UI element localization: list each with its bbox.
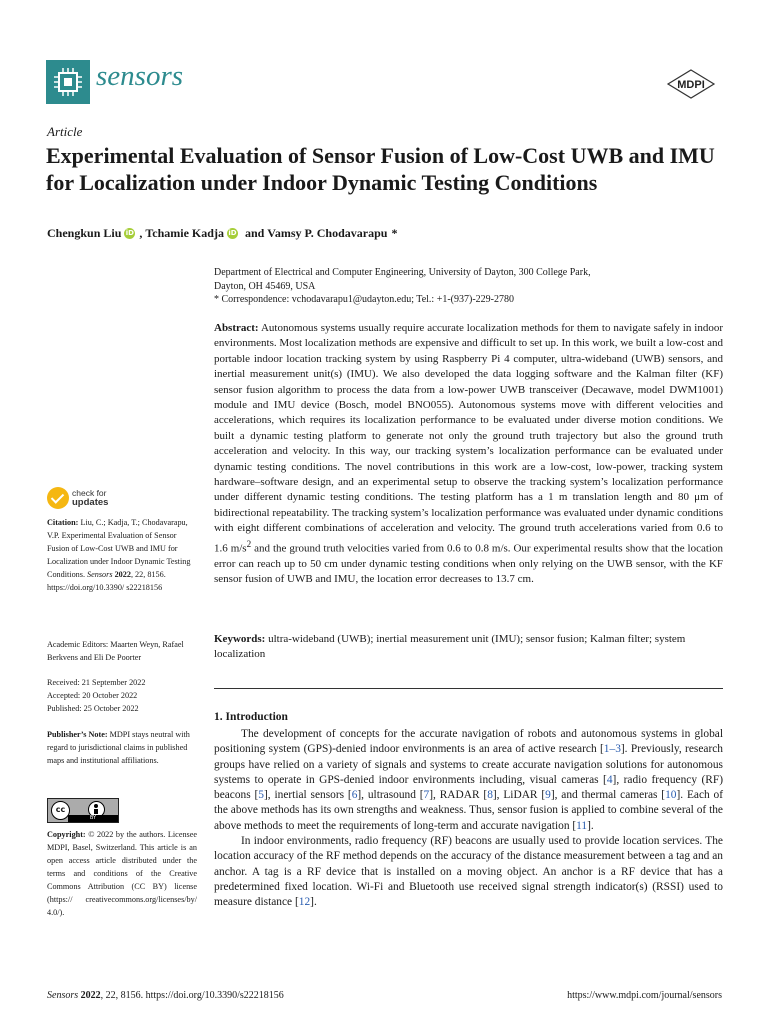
text: ]. Each of the above methods has its own strengths and weakness. Thus, sensor fusion is applied to combine several of the above methods to meet the requirements of long-term and accurate navigation [ <box>214 789 724 832</box>
text: ], ultrasound [ <box>357 789 424 802</box>
check-label: check for <box>72 488 107 498</box>
cc-icon: cc <box>51 801 70 820</box>
paragraph <box>214 834 723 910</box>
checkmark-icon <box>47 487 69 509</box>
footer-journal-url[interactable]: https://www.mdpi.com/journal/sensors <box>567 990 722 1001</box>
citation-block <box>47 516 197 594</box>
abstract-superscript: 2 <box>246 538 252 549</box>
author-name[interactable]: Vamsy P. Chodavarapu <box>267 226 388 240</box>
citation-label: Citation: <box>47 518 79 527</box>
publisher-note <box>47 728 197 767</box>
correspondence: * Correspondence: vchodavarapu1@udayton.edu; Tel.: +1-(937)-229-2780 <box>214 294 514 305</box>
citation-year: 2022 <box>112 570 131 579</box>
text: In indoor environments, radio frequency (RF) beacons are usually used to provide location services. The location accuracy of the RF method depends on the accuracy of the distance measurement between a tag and an anchor. A tag is a RF device that is installed on a moving object. An anchor is a RF device that has a predetermined fixed location. Wi-Fi and Bluetooth use received signal strength indicator(s) (RSSI) used to measure distance [ <box>214 835 723 909</box>
journal-name[interactable]: sensors <box>96 60 184 92</box>
abstract-text: Autonomous systems usually require accurate localization methods for them to navigate safely in indoor environments. Most localization methods are expensive and difficult to set up. In this work, we built a low-cost and portable indoor location tracking system by using Raspberry Pi 4 computer, ultra-wideband (UWB) sensors, and inertial measurement unit(s) (IMU). We also developed the data logging software and the Kalman filter (KF) sensor fusion algorithm to process the data from a low-power UWB transceiver (Decawave, model DWM1001) module and IMU device (Bosch, model BNO055). Autonomous systems move with different velocities and accelerations, which requires its localization performance to be evaluated under diverse motion conditions. We built a dynamic testing platform to generate not only the ground truth trajectory but also the ground truth acceleration and velocity. In this way, our tracking system’s localization performance can be evaluated under dynamic testing conditions. The novel contributions in this work are a low-cost, low-power, tracking system hardware–software design, and an experimental setup to observe the tracking system’s localization performance under different dynamic testing conditions. The testing platform has a 1 m translation length and 80 μm of bidirectional repeatability. The tracking system’s localization performance was evaluated under dynamic conditions with eight different combinations of acceleration and velocity. The ground truth accelerations varied from 0.6 to 1.6 m/s <box>214 322 723 555</box>
author-name[interactable]: Tchamie Kadja <box>145 226 224 240</box>
footer-doi[interactable]: , 22, 8156. https://doi.org/10.3390/s22218156 <box>100 990 284 1001</box>
text: ], inertial sensors [ <box>264 789 352 802</box>
author-separator: , <box>139 226 146 240</box>
by-label: BY <box>68 815 118 822</box>
published-date: Published: 25 October 2022 <box>47 704 139 713</box>
text: ]. <box>310 896 317 909</box>
citation-link[interactable]: 9 <box>545 789 551 802</box>
text: ]. Previously, research groups have relied on a variety of signals and systems to create accurate navigation solutions for autonomous systems to operate in GPS-denied indoor environments including, visual cameras [ <box>214 743 723 786</box>
affiliation <box>214 266 734 307</box>
academic-editors <box>47 638 197 664</box>
citation-link[interactable]: 12 <box>298 896 311 909</box>
intro-body <box>214 727 723 911</box>
citation-link[interactable]: 6 <box>351 789 358 802</box>
footer-journal: Sensors <box>47 990 79 1001</box>
keywords-text: ultra-wideband (UWB); inertial measurement unit (IMU); sensor fusion; Kalman filter; system localization <box>214 633 686 661</box>
received-date: Received: 21 September 2022 <box>47 678 146 687</box>
citation-link[interactable]: 5 <box>258 789 264 802</box>
publisher-note-label: Publisher’s Note: <box>47 730 108 739</box>
mdpi-logo[interactable] <box>666 69 716 99</box>
section-heading: 1. Introduction <box>214 711 288 723</box>
publisher-name: MDPI <box>677 79 705 91</box>
text: ]. <box>587 819 594 832</box>
copyright-block <box>47 828 197 919</box>
author-list <box>47 226 397 241</box>
abstract-text: and the ground truth velocities varied from 0.6 to 0.8 m/s. Our experimental results show that the location error can reach up to 50 cm under dynamic testing conditions when only relying on the UWB sensor, with the KF sensor fusion of UWB and IMU, the location error decreases to 13.7 cm. <box>214 542 723 586</box>
citation-link[interactable]: 4 <box>606 773 613 786</box>
orcid-icon[interactable]: iD <box>125 229 134 237</box>
publisher-note-text: MDPI stays neutral with regard to jurisdictional claims in published maps and institutional affiliations. <box>47 730 190 765</box>
accepted-date: Accepted: 20 October 2022 <box>47 691 138 700</box>
citation-link[interactable]: 10 <box>665 789 677 802</box>
footer-citation <box>47 990 284 1001</box>
footer-year: 2022 <box>78 990 101 1001</box>
paragraph <box>214 727 723 834</box>
paper-title: Experimental Evaluation of Sensor Fusion of Low-Cost UWB and IMU for Localization under Indoor Dynamic Testing Conditions <box>46 143 715 195</box>
text: ], radio frequency (RF) beacons [ <box>214 773 723 802</box>
citation-journal: Sensors <box>87 570 113 579</box>
citation-text: Liu, C.; Kadja, T.; Chodavarapu, V.P. Experimental Evaluation of Sensor Fusion of Low-Cost UWB and IMU for Localization under Indoor Dynamic Testing Conditions. <box>47 518 191 579</box>
keywords <box>214 632 723 663</box>
citation-doi[interactable]: , 22, 8156. https://doi.org/10.3390/ s22218156 <box>47 570 166 592</box>
abstract <box>214 321 723 588</box>
citation-link[interactable]: 1–3 <box>603 743 621 756</box>
text: ], RADAR [ <box>429 789 488 802</box>
citation-link[interactable]: 11 <box>576 819 588 832</box>
copyright-text: © 2022 by the authors. Licensee MDPI, Basel, Switzerland. This article is an open access article distributed under the terms and conditions of the Creative Commons Attribution (CC BY) license (https:// creativecommons.org/licenses/by/ 4.0/). <box>47 830 197 917</box>
article-type: Article <box>47 124 83 139</box>
author-name[interactable]: Chengkun Liu <box>47 226 122 240</box>
section-divider <box>214 688 723 689</box>
affiliation-line: Dayton, OH 45469, USA <box>214 280 316 292</box>
orcid-icon[interactable]: iD <box>228 229 237 237</box>
check-label: updates <box>72 497 109 508</box>
author-separator: and <box>241 226 268 240</box>
check-for-updates-button[interactable] <box>47 487 108 509</box>
text: ], and thermal cameras [ <box>550 789 666 802</box>
citation-link[interactable]: 8 <box>487 789 493 802</box>
text: The development of concepts for the accurate navigation of robots and autonomous systems in global positioning system (GPS)-denied indoor environments is an area of active research [ <box>214 728 723 756</box>
abstract-label: Abstract: <box>214 322 259 334</box>
editors-text: Academic Editors: Maarten Weyn, Rafael Berkvens and Eli De Poorter <box>47 640 184 662</box>
corresponding-mark: * <box>391 226 398 240</box>
keywords-label: Keywords: <box>214 633 266 645</box>
text: ], LiDAR [ <box>492 789 546 802</box>
affiliation-line: Department of Electrical and Computer Engineering, University of Dayton, 300 College Park, <box>214 267 591 278</box>
dates-block <box>47 676 197 715</box>
journal-logo-icon <box>46 60 90 104</box>
copyright-label: Copyright: <box>47 830 86 839</box>
cc-by-license-badge[interactable] <box>47 798 119 823</box>
citation-link[interactable]: 7 <box>423 789 430 802</box>
